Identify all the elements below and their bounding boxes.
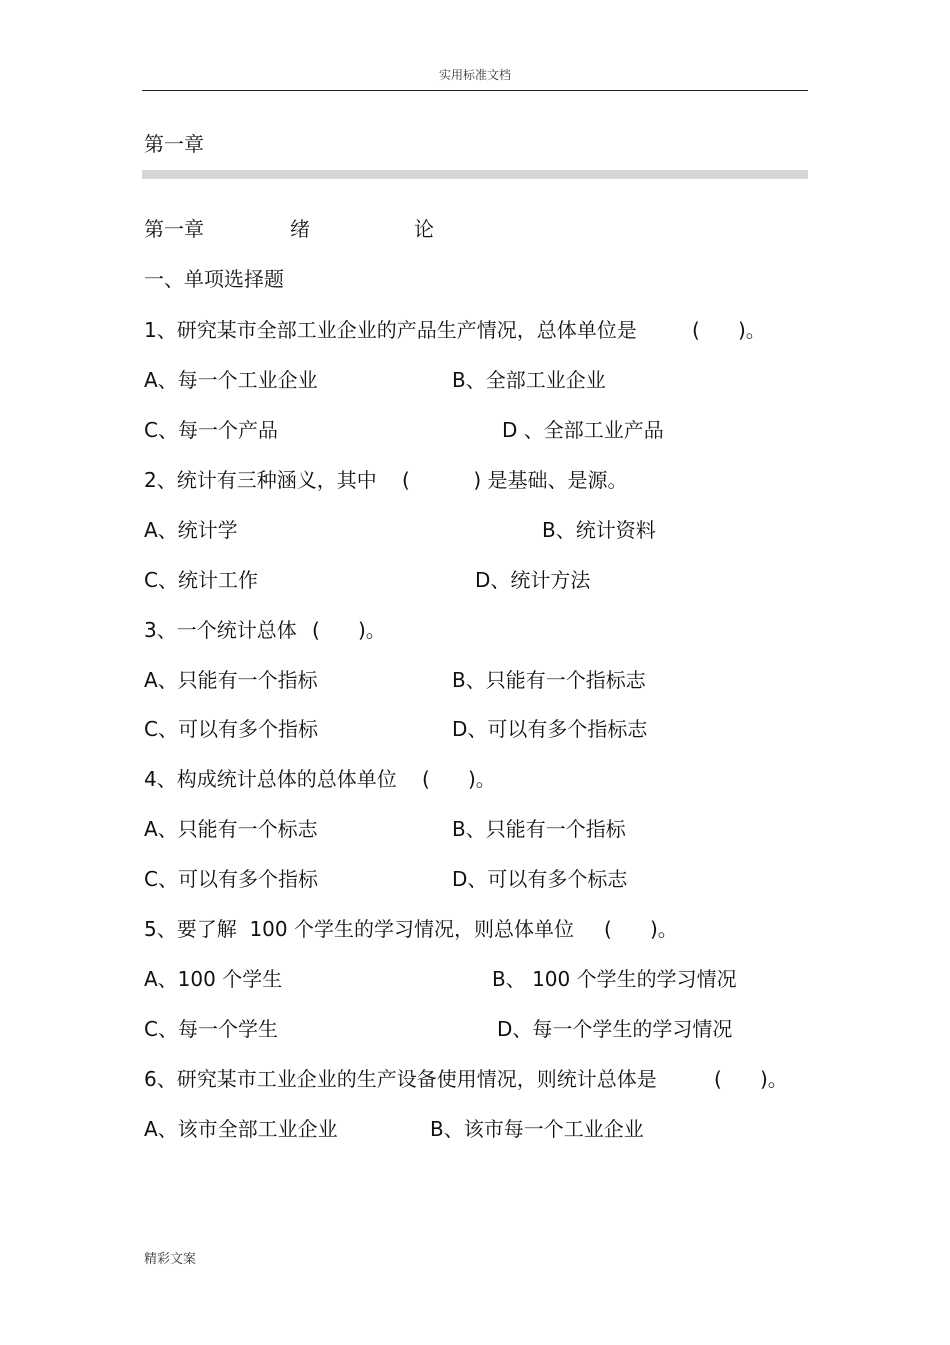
chapter-title-char-2: 论 (414, 217, 434, 241)
option-c: C、每一个学生 (144, 1017, 278, 1041)
option-b: B、统计资料 (542, 518, 656, 542)
option-b: B、该市每一个工业企业 (430, 1117, 644, 1141)
question-stem: 3、一个统计总体 (144, 618, 297, 642)
option-a: A、统计学 (144, 518, 238, 542)
option-b: B、 100 个学生的学习情况 (492, 967, 737, 991)
question-4 (0, 763, 950, 793)
option-a: A、每一个工业企业 (144, 368, 318, 392)
option-b: B、只能有一个指标 (452, 817, 626, 841)
question-stem: 1、研究某市全部工业企业的产品生产情况，总体单位是 (144, 318, 637, 342)
option-a: A、只能有一个指标 (144, 668, 318, 692)
option-c: C、可以有多个指标 (144, 717, 318, 741)
option-row (0, 1013, 950, 1043)
question-2 (0, 464, 950, 494)
question-1 (0, 314, 950, 344)
option-row (0, 514, 950, 544)
answer-paren: ( )。 (714, 1067, 788, 1091)
option-row (0, 813, 950, 843)
option-d: D 、全部工业产品 (502, 418, 664, 442)
option-row (0, 364, 950, 394)
question-stem: 6、研究某市工业企业的生产设备使用情况，则统计总体是 (144, 1067, 657, 1091)
option-a: A、100 个学生 (144, 967, 283, 991)
answer-paren: ( ) 是基础、是源。 (402, 468, 628, 492)
chapter-title-char-1: 绪 (290, 217, 310, 241)
option-row (0, 863, 950, 893)
chapter-heading: 第一章 (144, 132, 204, 156)
option-c: C、统计工作 (144, 568, 258, 592)
option-d: D、可以有多个指标志 (452, 717, 648, 741)
chapter-title-number: 第一章 (144, 217, 204, 241)
page-footer: 精彩文案 (144, 1252, 197, 1267)
option-c: C、可以有多个指标 (144, 867, 318, 891)
section-heading: 一、单项选择题 (144, 267, 284, 291)
page-header: 实用标准文档 (438, 68, 511, 82)
option-b: B、只能有一个指标志 (452, 668, 646, 692)
option-row (0, 963, 950, 993)
answer-paren: ( )。 (604, 917, 678, 941)
option-b: B、全部工业企业 (452, 368, 606, 392)
question-3 (0, 614, 950, 644)
chapter-title (144, 213, 544, 241)
question-stem: 2、统计有三种涵义，其中 (144, 468, 377, 492)
header-divider (142, 90, 808, 91)
option-c: C、每一个产品 (144, 418, 278, 442)
option-row (0, 414, 950, 444)
answer-paren: ( )。 (422, 767, 496, 791)
question-stem: 4、构成统计总体的总体单位 (144, 767, 397, 791)
option-row (0, 1113, 950, 1143)
option-a: A、该市全部工业企业 (144, 1117, 338, 1141)
option-row (0, 564, 950, 594)
option-d: D、可以有多个标志 (452, 867, 628, 891)
answer-paren: ( )。 (312, 618, 386, 642)
question-stem: 5、要了解 100 个学生的学习情况，则总体单位 (144, 917, 574, 941)
option-row (0, 713, 950, 743)
chapter-separator-bar (142, 170, 808, 179)
option-d: D、统计方法 (475, 568, 591, 592)
question-5 (0, 913, 950, 943)
option-a: A、只能有一个标志 (144, 817, 318, 841)
option-d: D、每一个学生的学习情况 (497, 1017, 733, 1041)
option-row (0, 664, 950, 694)
answer-paren: ( )。 (692, 318, 766, 342)
question-6 (0, 1063, 950, 1093)
